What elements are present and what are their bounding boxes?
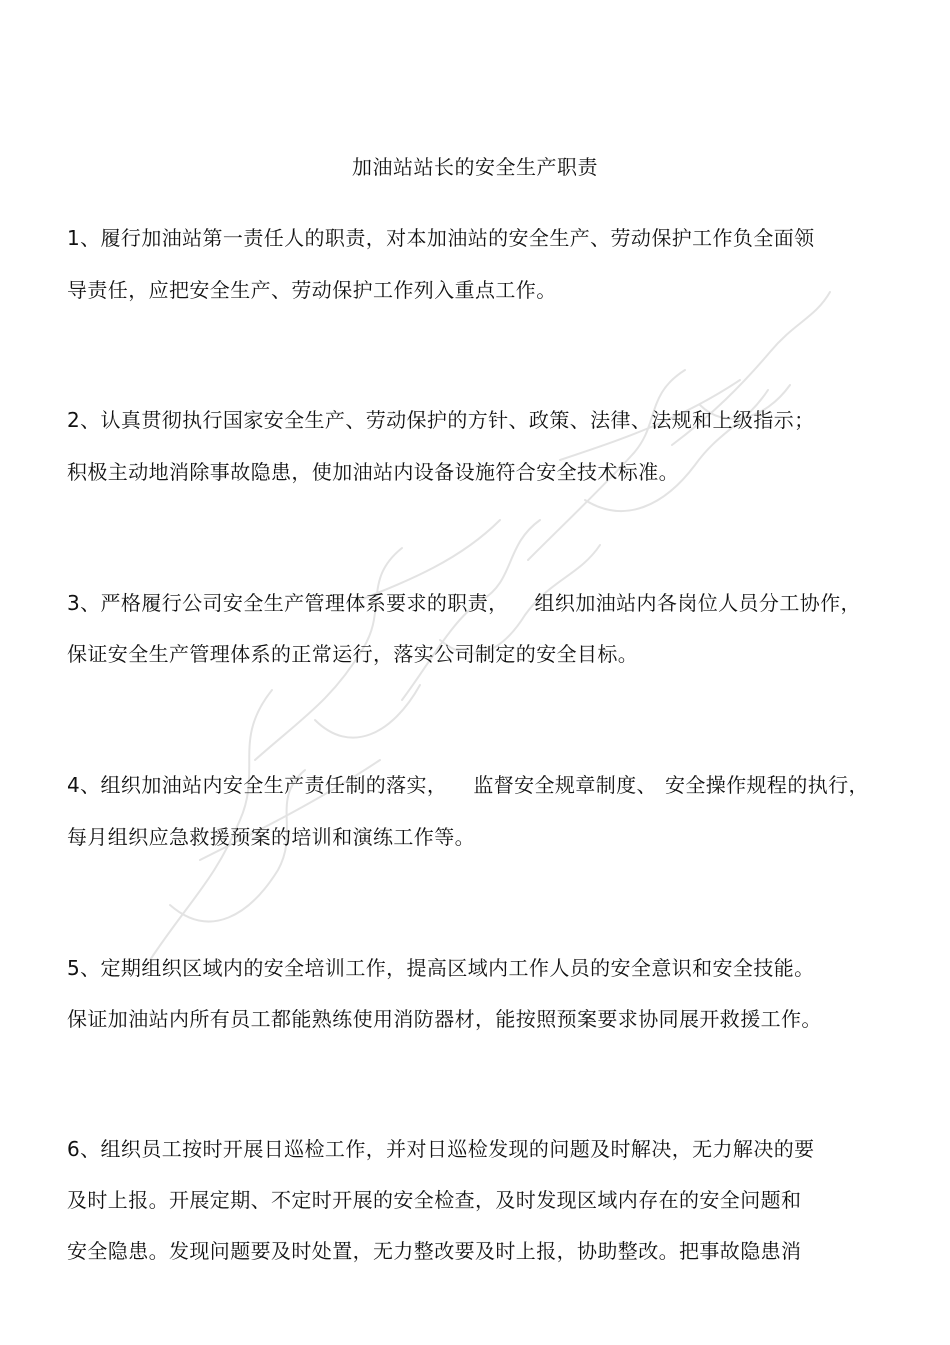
clause-3-line-1-part-1: 3、严格履行公司安全生产管理体系要求的职责， [67, 591, 509, 615]
clause-1-line-2: 导责任，应把安全生产、劳动保护工作列入重点工作。 [67, 278, 557, 302]
clause-1-line-1: 1、履行加油站第一责任人的职责，对本加油站的安全生产、劳动保护工作负全面领 [67, 226, 815, 250]
clause-3-line-1 [67, 588, 861, 618]
clause-5-line-2: 保证加油站内所有员工都能熟练使用消防器材，能按照预案要求协同展开救援工作。 [67, 1007, 822, 1031]
clause-4-line-1-part-1: 4、组织加油站内安全生产责任制的落实， [67, 773, 448, 797]
clause-6-line-1: 6、组织员工按时开展日巡检工作，并对日巡检发现的问题及时解决，无力解决的要 [67, 1137, 815, 1161]
clause-4-line-1 [67, 770, 869, 800]
clause-2-line-1: 2、认真贯彻执行国家安全生产、劳动保护的方针、政策、法律、法规和上级指示； [67, 408, 815, 432]
clause-2-line-2: 积极主动地消除事故隐患，使加油站内设备设施符合安全技术标准。 [67, 460, 679, 484]
clause-5-line-1: 5、定期组织区域内的安全培训工作，提高区域内工作人员的安全意识和安全技能。 [67, 956, 815, 980]
clause-6-line-3: 安全隐患。发现问题要及时处置，无力整改要及时上报，协助整改。把事故隐患消 [67, 1239, 802, 1263]
clause-3-line-1-part-2: 组织加油站内各岗位人员分工协作， [534, 591, 861, 615]
clause-4-line-1-part-2: 监督安全规章制度、 [473, 773, 657, 797]
clause-6-line-2: 及时上报。开展定期、不定时开展的安全检查，及时发现区域内存在的安全问题和 [67, 1188, 802, 1212]
clause-4-line-1-part-3: 安全操作规程的执行， [664, 773, 869, 797]
clause-4-line-2: 每月组织应急救援预案的培训和演练工作等。 [67, 825, 475, 849]
clause-3-line-2: 保证安全生产管理体系的正常运行，落实公司制定的安全目标。 [67, 642, 639, 666]
document-title: 加油站站长的安全生产职责 [352, 155, 598, 179]
